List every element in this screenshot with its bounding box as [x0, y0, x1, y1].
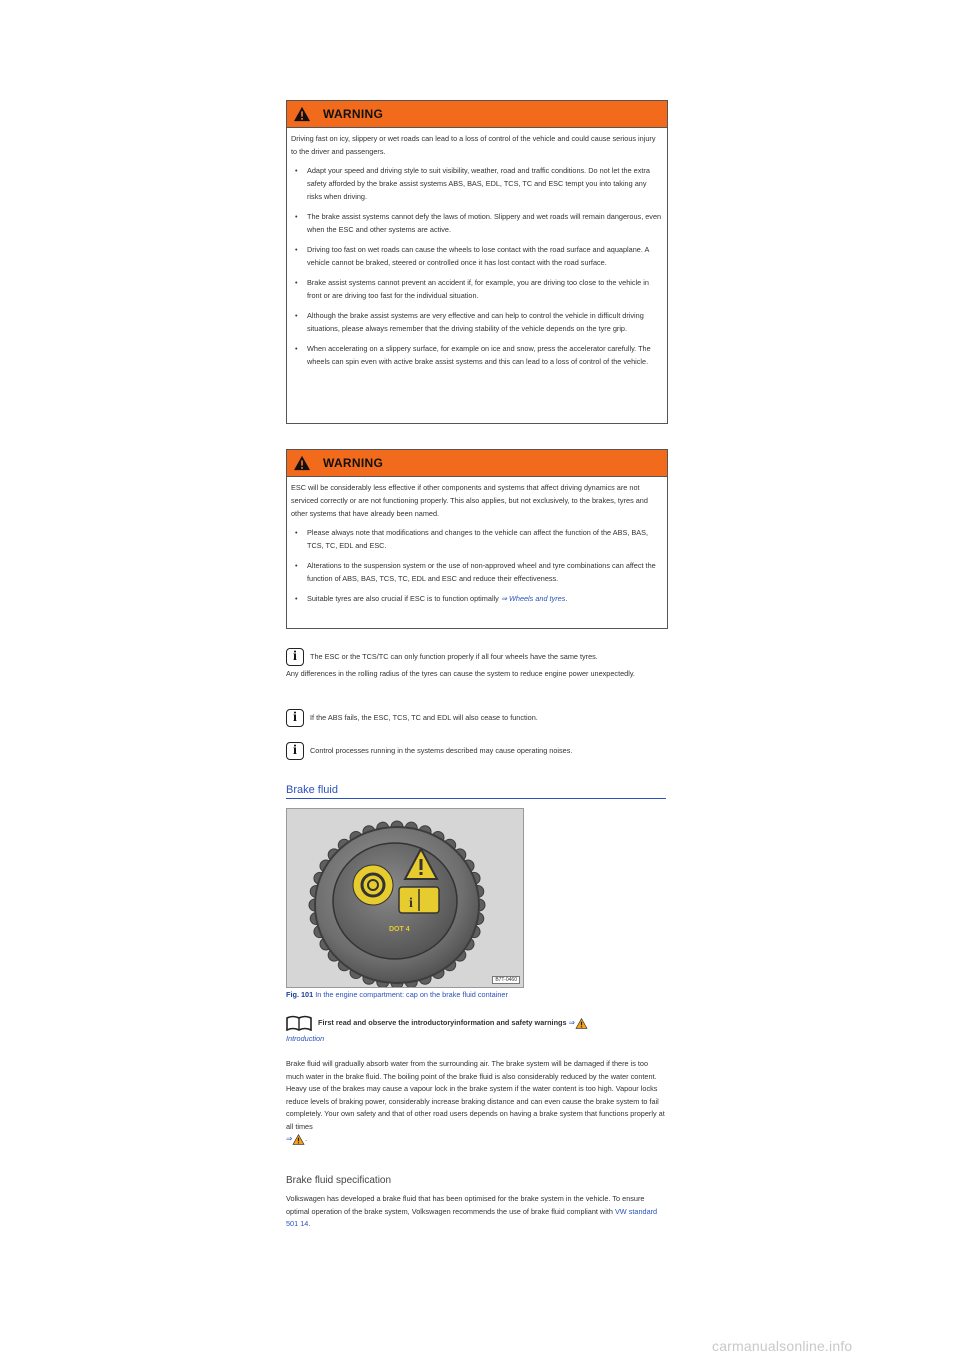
warning-title: WARNING: [323, 107, 384, 121]
warning-item: • Driving too fast on wet roads can cause the wheels to lose contact with the road surface and aquaplane. A vehicle cannot be braked, steered or controlled once it has lost contact with the road surface.: [295, 245, 649, 267]
read-first-note: First read and observe the introductoryinformation and safety warnings ⇒ Introduction: [286, 1015, 666, 1046]
warning-item: • Suitable tyres are also crucial if ESC is to function optimally ⇒ Wheels and tyres.: [295, 594, 568, 603]
warning-triangle-icon: [293, 455, 311, 471]
warning-intro: ESC will be considerably less effective if other components and systems that affect driving dynamics are not serviced correctly or are not functioning properly. This also applies, but not exclusively, to the brakes, tyres and other systems that have already been named.: [291, 483, 648, 518]
brake-fluid-paragraph: Brake fluid will gradually absorb water from the surrounding air. The brake system will be damaged if there is too much water in the brake fluid. The boiling point of the brake fluid is also considerably reduced by the water content. Heavy use of the brakes may cause a vapour lock in the brake system if the water content is too high. Vapour locks reduce levels of braking power, considerably increase braking distance and can even cause the brake system to fail completely. Your own safety and that of other road users depends on having a brake system that functions properly at all times ⇒ .: [286, 1059, 665, 1143]
warning-item: • Please always note that modifications and changes to the vehicle can affect the function of the ABS, BAS, TCS, TC, EDL and ESC.: [295, 528, 649, 550]
introduction-link[interactable]: Introduction: [286, 1034, 325, 1044]
book-icon: [286, 1015, 312, 1031]
note-3: i Control processes running in the systems described may cause operating noises.: [286, 742, 666, 760]
brake-fluid-specification-heading: Brake fluid specification: [286, 1175, 392, 1186]
vw-standard-link[interactable]: VW standard 501 14: [286, 1206, 658, 1228]
warning-triangle-icon: [293, 106, 311, 122]
watermark: carmanualsonline.info: [712, 1338, 853, 1354]
warning-box-1: [286, 100, 668, 424]
warning-box-2: [286, 449, 668, 629]
warning-triangle-icon: [292, 1134, 305, 1145]
wheels-and-tyres-link[interactable]: ⇒ Wheels and tyres: [500, 594, 566, 603]
figure-code: B7T-0460: [492, 976, 520, 984]
warning-header: [287, 101, 667, 128]
specification-paragraph: Volkswagen has developed a brake fluid that has been optimised for the brake system in the vehicle. To ensure optimal operation of the brake system, Volkswagen recommends the use of brake fluid compliant with VW standard 501 14.: [286, 1194, 658, 1228]
brake-fluid-cap-illustration: [287, 809, 523, 987]
warning-intro: Driving fast on icy, slippery or wet roads can lead to a loss of control of the vehicle and could cause serious injury to the driver and passengers.: [291, 134, 656, 156]
warning-item: • Adapt your speed and driving style to suit visibility, weather, road and traffic conditions. Do not let the extra safety afforded by the brake assist systems ABS, BAS, EDL, TCS, TC and ESC tempt you into taking any risks when driving.: [295, 166, 650, 201]
info-icon: i: [286, 742, 304, 760]
note-1: i The ESC or the TCS/TC can only function properly if all four wheels have the same tyres. Any differences in the rolling radius of the tyres can cause the system to reduce engine power unexpectedly.: [286, 649, 635, 678]
warning-item: • Alterations to the suspension system or the use of non-approved wheel and tyre combinations can affect the function of ABS, BAS, TCS, TC, EDL and ESC and reduce their effectiveness.: [295, 561, 656, 583]
dot4-label: DOT 4: [389, 926, 410, 933]
warning-title: WARNING: [323, 456, 384, 470]
info-icon: i: [286, 648, 304, 666]
note-2: i If the ABS fails, the ESC, TCS, TC and EDL will also cease to function.: [286, 709, 666, 727]
warning-triangle-icon: [575, 1018, 588, 1029]
svg-text:i: i: [409, 896, 413, 911]
warning-item: • When accelerating on a slippery surface, for example on ice and snow, press the accelerator carefully. The wheels can spin even with active brake assist systems and this can lead to a loss of control of the vehicle.: [295, 344, 651, 366]
section-title: Brake fluid: [286, 784, 666, 799]
warning-header: [287, 450, 667, 477]
info-icon: i: [286, 709, 304, 727]
warning-item: • Although the brake assist systems are very effective and can help to control the vehicle in difficult driving situations, please always remember that the driving stability of the vehicle depends on the tyre grip.: [295, 311, 644, 333]
warning-item: • Brake assist systems cannot prevent an accident if, for example, you are driving too close to the vehicle in front or are driving too fast for the individual situation.: [295, 278, 649, 300]
brake-fluid-cap-figure: [286, 808, 524, 988]
warning-item: • The brake assist systems cannot defy the laws of motion. Slippery and wet roads will remain dangerous, even when the ESC and other systems are active.: [295, 212, 662, 234]
figure-caption: Fig. 101 In the engine compartment: cap on the brake fluid container: [286, 990, 508, 999]
